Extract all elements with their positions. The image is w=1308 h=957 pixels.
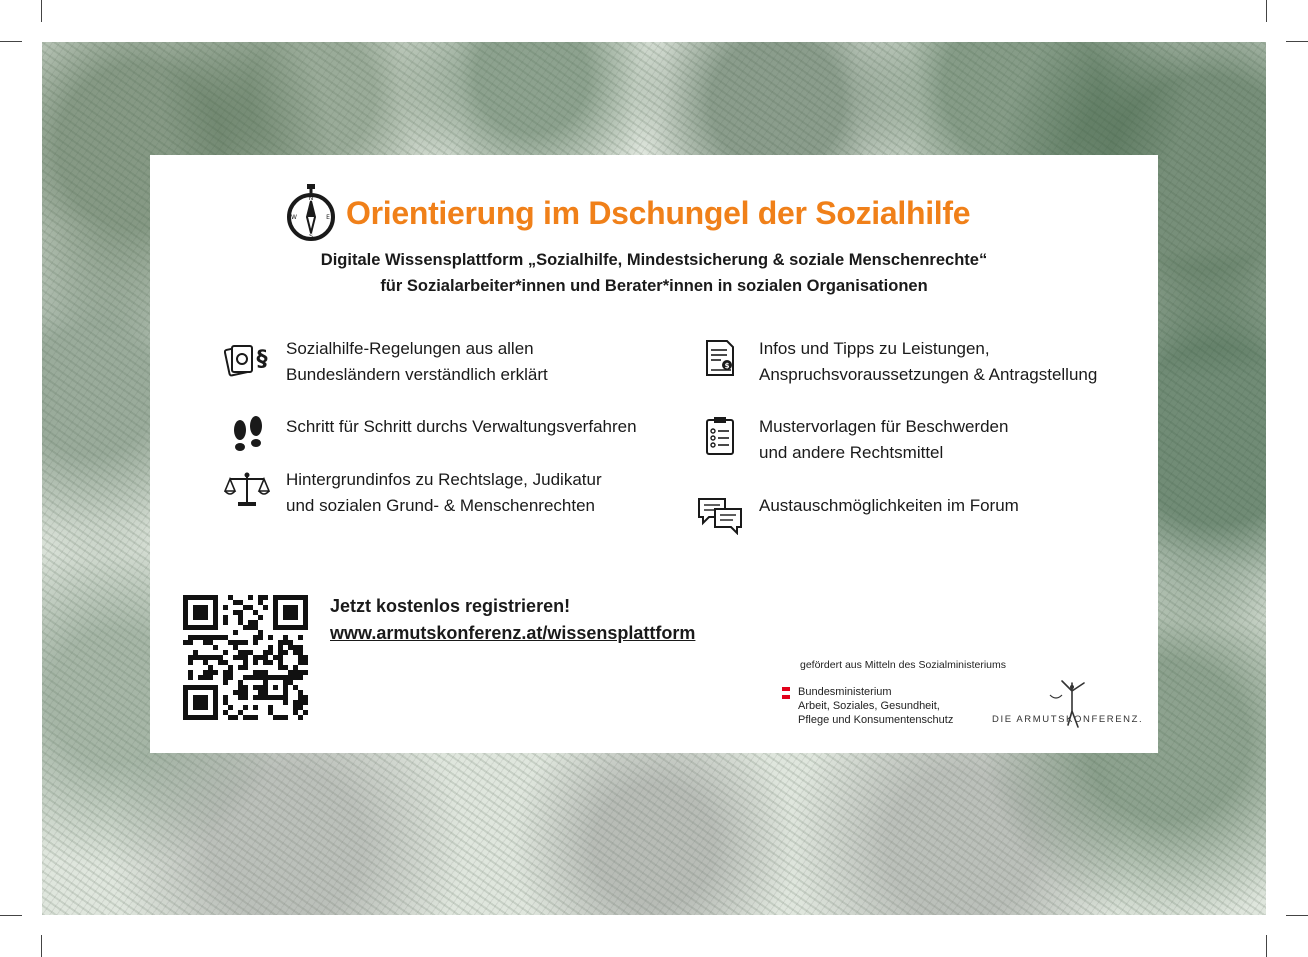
svg-text:W: W (291, 214, 297, 221)
ministry-logo (782, 685, 953, 727)
feature-templates (697, 414, 1008, 466)
subtitle (150, 247, 1158, 299)
chat-bubbles-icon (697, 495, 743, 535)
feature-benefits-info-line-1: Infos und Tipps zu Leistungen, (759, 339, 990, 358)
ministry-line-2: Arbeit, Soziales, Gesundheit, (798, 700, 940, 712)
crop-mark (41, 935, 42, 957)
ministry-line-1: Bundesministerium (798, 686, 892, 698)
feature-regulations-line-1: Sozialhilfe-Regelungen aus allen (286, 339, 534, 358)
feature-templates-line-1: Mustervorlagen für Beschwerden (759, 417, 1009, 436)
ministry-line-3: Pflege und Konsumentenschutz (798, 714, 954, 726)
feature-forum (697, 493, 1019, 535)
title-row (284, 183, 970, 243)
funding-note: gefördert aus Mitteln des Sozialministeriums (800, 659, 1007, 671)
svg-text:S: S (309, 233, 313, 240)
austria-flag-icon (782, 687, 790, 699)
feature-legal-background-line-2: und sozialen Grund- & Menschenrechten (286, 496, 596, 515)
crop-mark (0, 41, 22, 42)
call-to-action (330, 593, 695, 647)
qr-code[interactable] (183, 595, 308, 720)
feature-benefits-info (697, 336, 1097, 388)
register-text: Jetzt kostenlos registrieren! (330, 596, 571, 616)
crop-mark (1266, 0, 1267, 22)
feature-regulations (224, 336, 548, 388)
money-paragraph-icon (224, 338, 270, 378)
svg-text:E: E (326, 214, 330, 221)
crop-mark (0, 915, 22, 916)
armutskonferenz-logo-text: DIE ARMUTSKONFERENZ. (992, 714, 1144, 725)
platform-link[interactable]: www.armutskonferenz.at/wissensplattform (330, 623, 696, 643)
crop-mark (1266, 935, 1267, 957)
clipboard-checklist-icon (697, 416, 743, 456)
feature-legal-background-line-1: Hintergrundinfos zu Rechtslage, Judikatur (286, 470, 602, 489)
crop-mark (41, 0, 42, 22)
scales-icon (224, 469, 270, 509)
svg-text:§: § (256, 347, 268, 372)
compass-icon (284, 183, 338, 243)
feature-procedure (224, 414, 637, 456)
subtitle-line-1: Digitale Wissensplattform „Sozialhilfe, Mindestsicherung & soziale Menschenrechte“ (320, 251, 988, 269)
feature-forum-line-1: Austauschmöglichkeiten im Forum (759, 496, 1019, 515)
feature-regulations-line-2: Bundesländern verständlich erklärt (286, 365, 548, 384)
svg-text:$: $ (724, 362, 730, 370)
feature-procedure-line-1: Schritt für Schritt durchs Verwaltungsverfahren (286, 417, 637, 436)
document-info-icon (697, 338, 743, 378)
feature-benefits-info-line-2: Anspruchsvoraussetzungen & Antragstellung (759, 365, 1098, 384)
info-card (150, 155, 1158, 753)
page-title: Orientierung im Dschungel der Sozialhilfe (346, 194, 971, 231)
crop-mark (1286, 41, 1308, 42)
footprints-icon (224, 416, 270, 456)
svg-text:N: N (308, 195, 314, 202)
feature-legal-background (224, 467, 602, 519)
subtitle-line-2: für Sozialarbeiter*innen und Berater*innen in sozialen Organisationen (380, 277, 928, 295)
feature-templates-line-2: und andere Rechtsmittel (759, 443, 944, 462)
crop-mark (1286, 915, 1308, 916)
